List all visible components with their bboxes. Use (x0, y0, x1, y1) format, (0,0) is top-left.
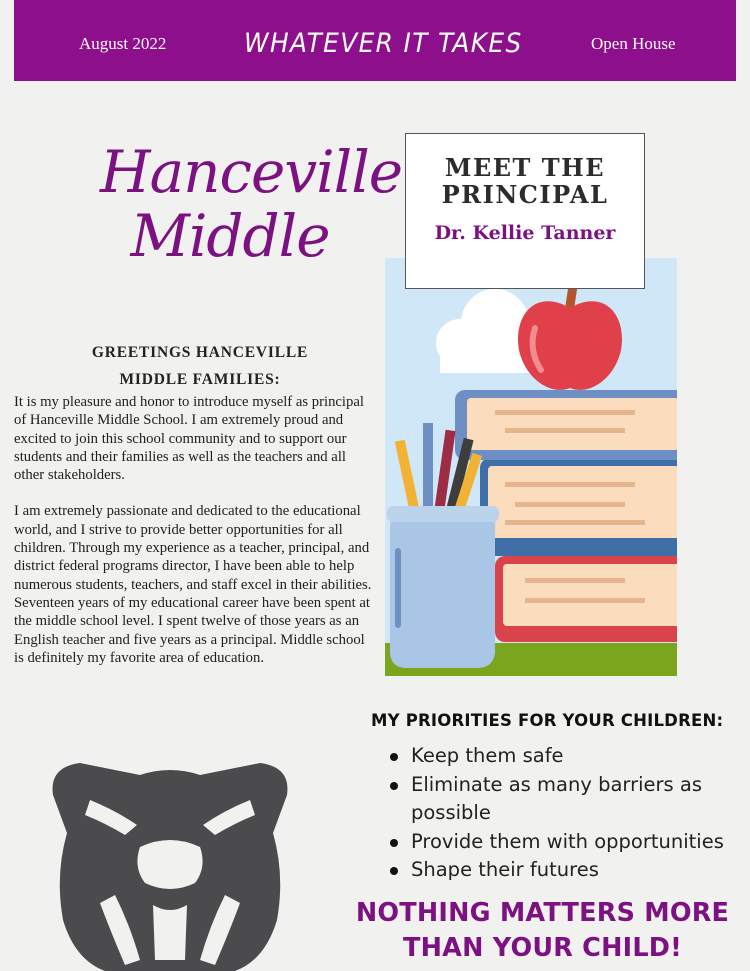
closing-line2: THAN YOUR CHILD! (403, 933, 682, 963)
greeting-line1: GREETINGS HANCEVILLE (91, 344, 309, 361)
books-apple-pencils-illustration (385, 258, 677, 676)
bulldog-mascot-icon (45, 755, 295, 971)
greeting-heading (60, 339, 340, 393)
priority-item: Provide them with opportunities (386, 828, 736, 857)
priority-item: Eliminate as many barriers as possible (386, 771, 736, 828)
school-name-title (100, 138, 403, 270)
principal-name: Dr. Kellie Tanner (434, 222, 616, 244)
closing-line1: NOTHING MATTERS MORE (355, 898, 730, 928)
closing-statement (340, 896, 745, 966)
letter-paragraph: It is my pleasure and honor to introduce myself as principal of Hanceville Middle School. I am extremely proud and excited to join this school community and to support our students and their families as well as the teachers and all other stakeholders. (14, 394, 364, 484)
newsletter-date: August 2022 (79, 34, 167, 53)
priorities-heading: MY PRIORITIES FOR YOUR CHILDREN: (371, 711, 724, 730)
event-name: Open House (591, 34, 676, 53)
meet-principal-box (405, 133, 645, 289)
meet-heading-line2: PRINCIPAL (441, 180, 609, 209)
greeting-line2: MIDDLE FAMILIES: (119, 371, 281, 388)
meet-heading-line1: MEET THE (444, 153, 606, 182)
priorities-list (386, 742, 736, 885)
priority-item: Keep them safe (386, 742, 736, 771)
newsletter-motto: WHATEVER IT TAKES (244, 28, 523, 59)
meet-principal-heading (406, 154, 644, 208)
principal-letter (14, 393, 374, 685)
letter-paragraph: I am extremely passionate and dedicated to the educational world, and I strive to provide better opportunities for all children. Through my experience as a teacher, principal, and district federal programs director, I have been able to help numerous students, teachers, and staff excel in their abilities. Seventeen years of my educational career have been spent at the middle school level. I spent twelve of those years as an English teacher and five years as a principal. Middle school is definitely my favorite area of education. (14, 503, 372, 666)
school-name-line2: Middle (130, 202, 330, 270)
school-name-line1: Hanceville (100, 138, 403, 206)
priority-item: Shape their futures (386, 856, 736, 885)
header-banner (14, 0, 736, 81)
